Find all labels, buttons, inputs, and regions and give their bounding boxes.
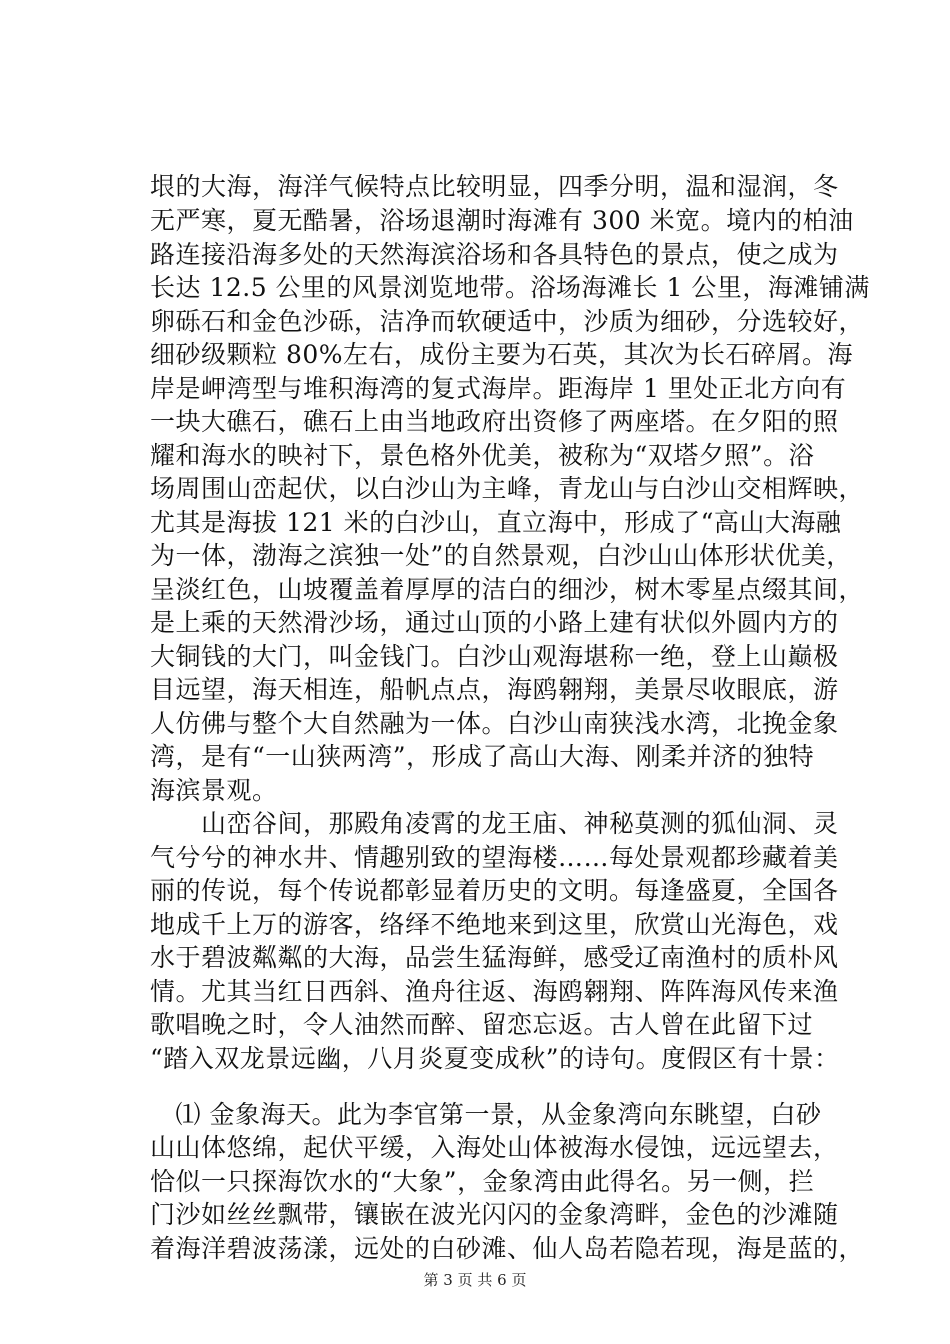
text-line: 气兮兮的神水井、情趣别致的望海楼……每处景观都珍藏着美 (150, 843, 839, 872)
text-line: 细砂级颗粒 80%左右，成份主要为石英，其次为长石碎屑。海 (150, 340, 854, 369)
text-line: 一块大礁石，礁石上由当地政府出资修了两座塔。在夕阳的照 (150, 407, 839, 436)
text-line: 海滨景观。 (150, 776, 278, 805)
text-line: 湾，是有“一山狭两湾”，形成了高山大海、刚柔并济的独特 (150, 742, 815, 771)
text-line: 山峦谷间，那殿角凌霄的龙王庙、神秘莫测的狐仙洞、灵 (150, 809, 839, 838)
text-line: 尤其是海拔 121 米的白沙山，直立海中，形成了“高山大海融 (150, 508, 842, 537)
text-line: 着海洋碧波荡漾，远处的白砂滩、仙人岛若隐若现，海是蓝的， (150, 1234, 865, 1263)
text-line: ⑴ 金象海天。此为李官第一景，从金象湾向东眺望，白砂 (150, 1100, 822, 1129)
text-line: 无严寒，夏无酷暑，浴场退潮时海滩有 300 米宽。境内的柏油 (150, 206, 854, 235)
text-line: 岸是岬湾型与堆积海湾的复式海岸。距海岸 1 里处正北方向有 (150, 374, 847, 403)
text-line: 耀和海水的映衬下，景色格外优美，被称为“双塔夕照”。浴 (150, 441, 815, 470)
text-line: 垠的大海，海洋气候特点比较明显，四季分明，温和湿润，冬 (150, 172, 839, 201)
text-line: 歌唱晚之时，令人油然而醉、留恋忘返。古人曾在此留下过 (150, 1010, 814, 1039)
text-line: 为一体，渤海之滨独一处”的自然景观，白沙山山体形状优美， (150, 541, 852, 570)
text-line: 恰似一只探海饮水的“大象”，金象湾由此得名。另一侧，拦 (150, 1167, 815, 1196)
text-line: 情。尤其当红日西斜、渔舟往返、海鸥翱翔、阵阵海风传来渔 (150, 977, 839, 1006)
page-footer: 第 3 页 共 6 页 (423, 1271, 527, 1289)
text-line: 呈淡红色，山坡覆盖着厚厚的洁白的细沙，树木零星点缀其间， (150, 575, 865, 604)
text-line: 山山体悠绵，起伏平缓，入海处山体被海水侵蚀，远远望去， (150, 1133, 839, 1162)
text-line: 目远望，海天相连，船帆点点，海鸥翱翔，美景尽收眼底，游 (150, 675, 839, 704)
text-line: 人仿佛与整个大自然融为一体。白沙山南狭浅水湾，北挽金象 (150, 709, 839, 738)
text-line: 地成千上万的游客，络绎不绝地来到这里，欣赏山光海色，戏 (150, 910, 839, 939)
text-line: 长达 12.5 公里的风景浏览地带。浴场海滩长 1 公里，海滩铺满 (150, 273, 870, 302)
text-line: 路连接沿海多处的天然海滨浴场和各具特色的景点，使之成为 (150, 240, 839, 269)
text-line: 门沙如丝丝飘带，镶嵌在波光闪闪的金象湾畔，金色的沙滩随 (150, 1200, 839, 1229)
text-line: “踏入双龙景远幽，八月炎夏变成秋”的诗句。度假区有十景： (150, 1044, 840, 1073)
text-line: 是上乘的天然滑沙场，通过山顶的小路上建有状似外圆内方的 (150, 608, 839, 637)
text-line: 水于碧波粼粼的大海，品尝生猛海鲜，感受辽南渔村的质朴风 (150, 943, 839, 972)
text-line: 丽的传说，每个传说都彰显着历史的文明。每逢盛夏，全国各 (150, 876, 839, 905)
text-line: 卵砾石和金色沙砾，洁净而软硬适中，沙质为细砂，分选较好， (150, 307, 865, 336)
text-line: 大铜钱的大门，叫金钱门。白沙山观海堪称一绝，登上山巅极 (150, 642, 839, 671)
text-line: 场周围山峦起伏，以白沙山为主峰，青龙山与白沙山交相辉映， (150, 474, 865, 503)
